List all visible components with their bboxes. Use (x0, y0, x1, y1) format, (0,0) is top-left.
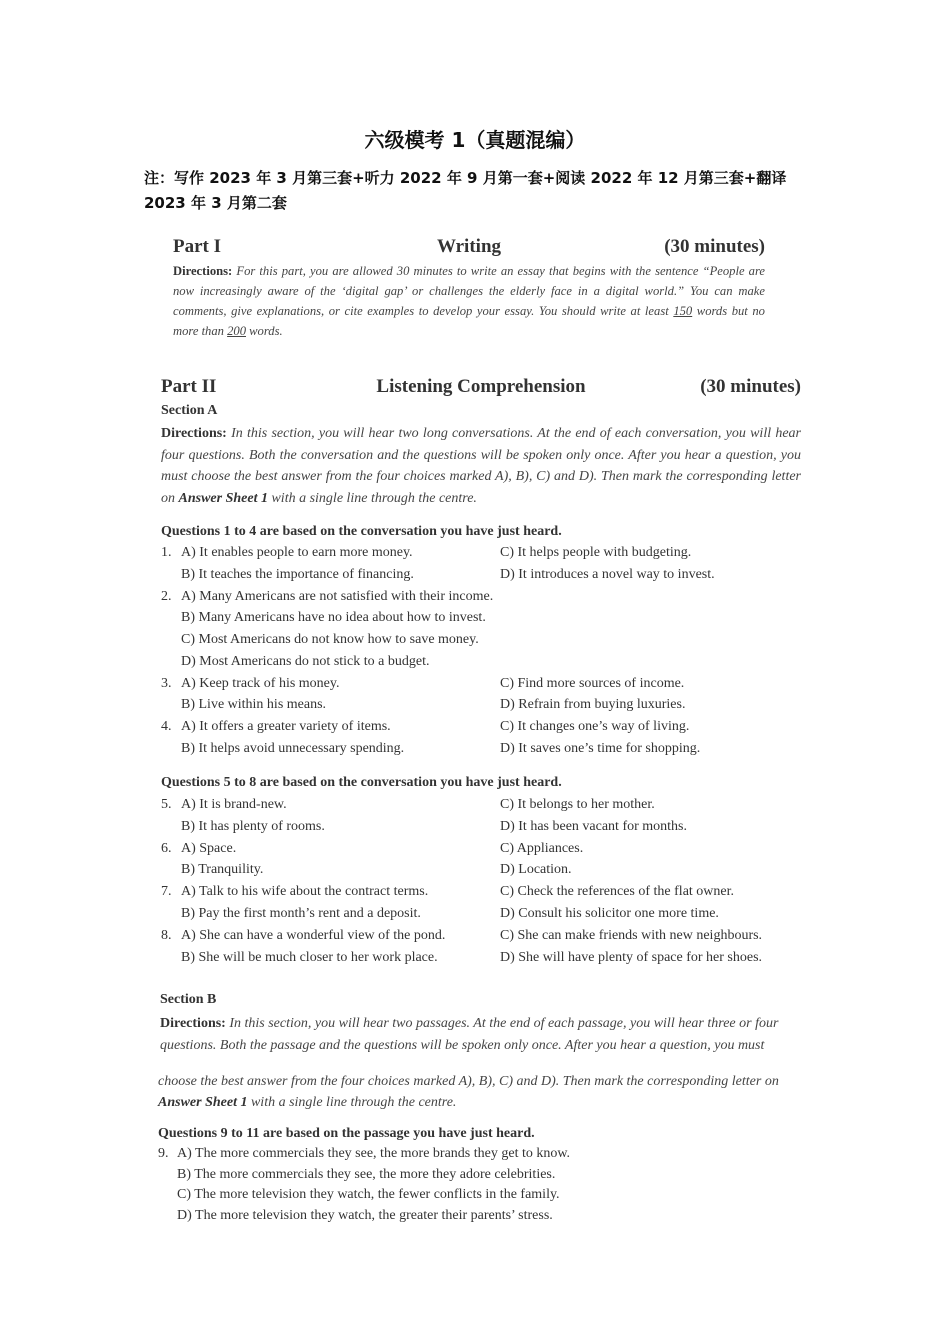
part2-header (161, 376, 801, 402)
section-b-directions (160, 1013, 800, 1035)
part2-name: Listening Comprehension (376, 376, 586, 397)
directions-text: For this part, you are allowed 30 minutes to write an essay that begins with the sentence “People are now increasingly aware of the ‘digital gap’ or challenges the elderly face in a digital world.” You can make comments, give explanations, or cite examples to develop your essay. You should write at least (173, 264, 765, 318)
answer-option: A) She can have a wonderful view of the pond. (181, 928, 446, 943)
answer-option: A) Many Americans are not satisfied with their income. (181, 589, 494, 604)
directions-text: words but no more than (173, 304, 765, 338)
answer-option: B) She will be much closer to her work place. (181, 950, 438, 965)
answer-option: C) Find more sources of income. (500, 676, 685, 691)
answer-option: C) It changes one’s way of living. (500, 719, 690, 734)
answer-option: D) Refrain from buying luxuries. (500, 697, 686, 712)
section-b-directions: questions. Both the passage and the questions will be spoken only once. After you hear a question, you must (160, 1038, 765, 1053)
part2-label: Part II (161, 376, 217, 397)
directions-text: words. (246, 324, 283, 338)
page-title: 六级模考 1（真题混编） (364, 128, 586, 152)
question-group-heading: Questions 1 to 4 are based on the conversation you have just heard. (161, 524, 562, 539)
answer-option: C) Appliances. (500, 841, 584, 856)
directions-label: Directions: (161, 426, 227, 441)
question-number: 9. (158, 1146, 169, 1161)
directions-label: Directions: (160, 1016, 226, 1031)
answer-option: B) Pay the first month’s rent and a deposit. (181, 906, 421, 921)
part2-time: (30 minutes) (700, 376, 801, 397)
question-group-heading: Questions 5 to 8 are based on the conversation you have just heard. (161, 775, 562, 790)
section-a-label: Section A (161, 403, 218, 418)
section-b-label: Section B (160, 992, 217, 1007)
part1-time: (30 minutes) (664, 236, 765, 257)
section-b-directions (158, 1092, 798, 1114)
answer-option: C) The more television they watch, the fewer conflicts in the family. (177, 1187, 560, 1202)
question-number: 1. (161, 545, 172, 560)
question-group-heading: Questions 9 to 11 are based on the passage you have just heard. (158, 1126, 535, 1141)
answer-option: D) She will have plenty of space for her shoes. (500, 950, 763, 965)
question-number: 3. (161, 676, 172, 691)
answer-option: D) It has been vacant for months. (500, 819, 687, 834)
max-words: 200 (227, 324, 246, 338)
answer-option: D) Consult his solicitor one more time. (500, 906, 719, 921)
answer-option: C) It helps people with budgeting. (500, 545, 692, 560)
answer-option: D) It introduces a novel way to invest. (500, 567, 715, 582)
answer-option: A) It offers a greater variety of items. (181, 719, 391, 734)
part1-header (173, 236, 765, 262)
directions-label: Directions: (173, 264, 233, 278)
answer-option: D) The more television they watch, the greater their parents’ stress. (177, 1208, 553, 1223)
answer-option: B) Tranquility. (181, 862, 264, 877)
part1-directions (173, 261, 765, 341)
answer-option: A) It enables people to earn more money. (181, 545, 413, 560)
answer-option: B) Live within his means. (181, 697, 327, 712)
answer-option: D) Location. (500, 862, 572, 877)
answer-option: A) It is brand-new. (181, 797, 287, 812)
directions-text: with a single line through the centre. (267, 490, 477, 506)
directions-text: In this section, you will hear two passages. At the end of each passage, you will hear three or four (229, 1016, 779, 1031)
question-number: 6. (161, 841, 172, 856)
answer-option: B) It teaches the importance of financing. (181, 567, 414, 582)
source-note: 注：写作 2023 年 3 月第三套+听力 2022 年 9 月第一套+阅读 2022 年 12 月第三套+翻译 2023 年 3 月第二套 (144, 169, 787, 212)
section-a-directions (161, 423, 801, 509)
answer-option: B) The more commercials they see, the more they adore celebrities. (177, 1167, 556, 1182)
answer-option: B) It helps avoid unnecessary spending. (181, 741, 405, 756)
question-number: 5. (161, 797, 172, 812)
answer-option: D) It saves one’s time for shopping. (500, 741, 701, 756)
directions-text: with a single line through the centre. (247, 1095, 457, 1110)
answer-option: D) Most Americans do not stick to a budget. (181, 654, 430, 669)
min-words: 150 (673, 304, 693, 318)
question-number: 2. (161, 589, 172, 604)
answer-option: A) Keep track of his money. (181, 676, 340, 691)
part1-name: Writing (436, 236, 502, 257)
answer-option: B) It has plenty of rooms. (181, 819, 325, 834)
question-number: 8. (161, 928, 172, 943)
answer-option: A) Space. (181, 841, 237, 856)
question-number: 4. (161, 719, 172, 734)
question-number: 7. (161, 884, 172, 899)
part1-label: Part I (173, 236, 222, 257)
answer-sheet-ref: Answer Sheet 1 (158, 1095, 248, 1110)
answer-option: C) It belongs to her mother. (500, 797, 655, 812)
answer-option: A) The more commercials they see, the more brands they get to know. (177, 1146, 571, 1161)
answer-option: C) She can make friends with new neighbours. (500, 928, 763, 943)
section-b-directions: choose the best answer from the four choices marked A), B), C) and D). Then mark the corresponding letter on (158, 1074, 779, 1089)
answer-option: B) Many Americans have no idea about how to invest. (181, 610, 486, 625)
answer-option: C) Check the references of the flat owner. (500, 884, 735, 899)
answer-sheet-ref: Answer Sheet 1 (178, 490, 268, 506)
directions-text: In this section, you will hear two long conversations. At the end of each conversation, you will hear four questions. Both the conversation and the questions will be spoken only once. After you hear a question, you must choose the best answer from the four choices marked A), B), C) and D). Then mark the corresponding letter on (161, 426, 802, 506)
answer-option: A) Talk to his wife about the contract terms. (181, 884, 429, 899)
answer-option: C) Most Americans do not know how to save money. (181, 632, 479, 647)
